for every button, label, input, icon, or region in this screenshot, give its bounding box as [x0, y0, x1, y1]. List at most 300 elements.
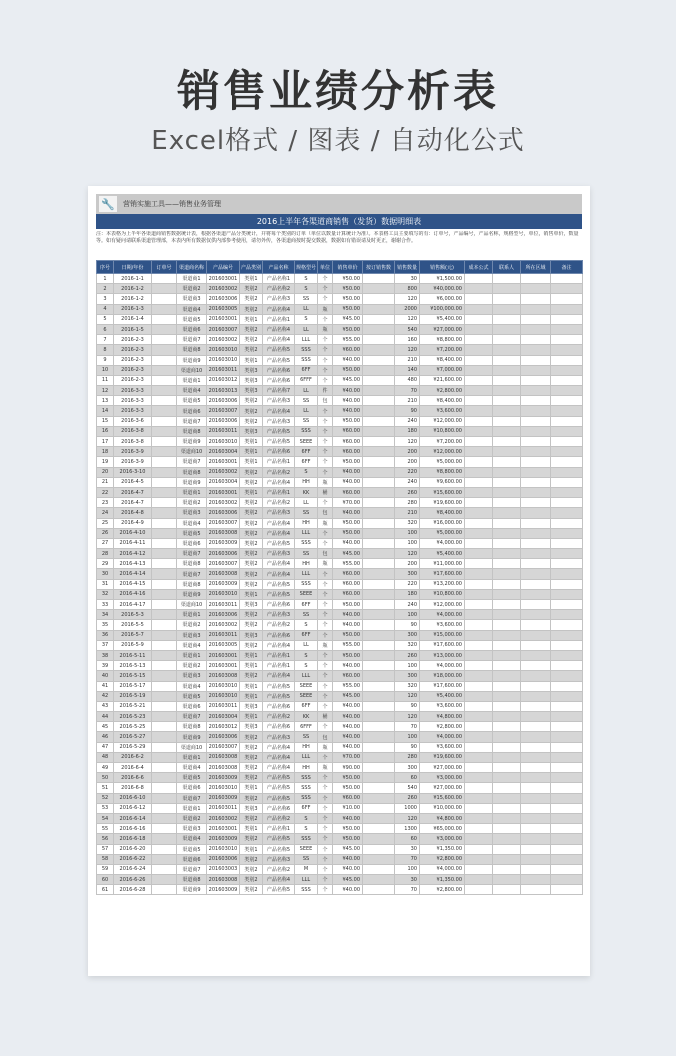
- table-cell[interactable]: ¥70.00: [333, 752, 363, 762]
- table-cell[interactable]: SSS: [295, 355, 318, 365]
- table-cell[interactable]: 2016-5-15: [114, 671, 152, 681]
- table-cell[interactable]: 渠道商2: [177, 661, 207, 671]
- table-cell[interactable]: [551, 630, 583, 640]
- table-cell[interactable]: 产品名称5: [263, 773, 295, 783]
- table-cell[interactable]: [363, 447, 395, 457]
- table-cell[interactable]: 产品名称3: [263, 610, 295, 620]
- table-cell[interactable]: 类别3: [240, 375, 263, 385]
- column-header[interactable]: 备注: [551, 261, 583, 274]
- table-cell[interactable]: 产品名称2: [263, 467, 295, 477]
- table-cell[interactable]: ¥19,600.00: [420, 752, 465, 762]
- table-cell[interactable]: [152, 274, 177, 284]
- table-cell[interactable]: 产品名称6: [263, 365, 295, 375]
- table-cell[interactable]: 渠道商6: [177, 701, 207, 711]
- table-cell[interactable]: 280: [395, 498, 420, 508]
- table-cell[interactable]: 240: [395, 477, 420, 487]
- table-cell[interactable]: [493, 294, 521, 304]
- table-cell[interactable]: 201603006: [207, 416, 240, 426]
- table-cell[interactable]: 2016-1-5: [114, 324, 152, 334]
- table-cell[interactable]: [521, 538, 551, 548]
- table-cell[interactable]: [465, 661, 493, 671]
- table-cell[interactable]: [521, 569, 551, 579]
- table-cell[interactable]: [521, 701, 551, 711]
- table-cell[interactable]: ¥1,350.00: [420, 844, 465, 854]
- table-cell[interactable]: ¥3,600.00: [420, 701, 465, 711]
- table-cell[interactable]: 瓶: [318, 559, 333, 569]
- table-cell[interactable]: [363, 671, 395, 681]
- table-cell[interactable]: 个: [318, 610, 333, 620]
- table-cell[interactable]: [551, 650, 583, 660]
- table-cell[interactable]: ¥4,000.00: [420, 732, 465, 742]
- table-cell[interactable]: 产品名称3: [263, 854, 295, 864]
- table-cell[interactable]: 201603005: [207, 304, 240, 314]
- table-cell[interactable]: 2016-4-5: [114, 477, 152, 487]
- table-cell[interactable]: [363, 569, 395, 579]
- table-cell[interactable]: 201603010: [207, 355, 240, 365]
- table-cell[interactable]: 个: [318, 416, 333, 426]
- table-cell[interactable]: 43: [97, 701, 114, 711]
- table-cell[interactable]: [521, 467, 551, 477]
- table-cell[interactable]: [465, 294, 493, 304]
- table-cell[interactable]: ¥2,800.00: [420, 386, 465, 396]
- table-cell[interactable]: 58: [97, 854, 114, 864]
- table-cell[interactable]: [465, 365, 493, 375]
- table-cell[interactable]: [551, 783, 583, 793]
- table-cell[interactable]: 2016-5-5: [114, 620, 152, 630]
- table-cell[interactable]: 51: [97, 783, 114, 793]
- table-cell[interactable]: 类别2: [240, 793, 263, 803]
- column-header[interactable]: 销售数量: [395, 261, 420, 274]
- column-header[interactable]: 销售额(元): [420, 261, 465, 274]
- table-cell[interactable]: 100: [395, 732, 420, 742]
- table-cell[interactable]: [152, 600, 177, 610]
- table-cell[interactable]: M: [295, 864, 318, 874]
- table-cell[interactable]: ¥45.00: [333, 691, 363, 701]
- table-cell[interactable]: [521, 691, 551, 701]
- table-cell[interactable]: 70: [395, 722, 420, 732]
- table-cell[interactable]: 2016-4-8: [114, 508, 152, 518]
- table-cell[interactable]: 瓶: [318, 304, 333, 314]
- table-cell[interactable]: 2016-3-3: [114, 406, 152, 416]
- table-cell[interactable]: [152, 365, 177, 375]
- table-cell[interactable]: [363, 640, 395, 650]
- table-cell[interactable]: [465, 854, 493, 864]
- table-cell[interactable]: [465, 467, 493, 477]
- table-cell[interactable]: 201603001: [207, 487, 240, 497]
- table-cell[interactable]: ¥9,600.00: [420, 477, 465, 487]
- table-cell[interactable]: 201603012: [207, 722, 240, 732]
- table-cell[interactable]: 201603011: [207, 630, 240, 640]
- table-cell[interactable]: HH: [295, 742, 318, 752]
- table-cell[interactable]: 29: [97, 559, 114, 569]
- table-cell[interactable]: [363, 579, 395, 589]
- table-cell[interactable]: [551, 722, 583, 732]
- table-cell[interactable]: 6FF: [295, 600, 318, 610]
- table-cell[interactable]: 2016-5-17: [114, 681, 152, 691]
- table-cell[interactable]: [465, 803, 493, 813]
- table-cell[interactable]: 产品名称5: [263, 426, 295, 436]
- table-cell[interactable]: [493, 875, 521, 885]
- table-cell[interactable]: SEEE: [295, 844, 318, 854]
- table-cell[interactable]: S: [295, 813, 318, 823]
- table-cell[interactable]: 53: [97, 803, 114, 813]
- table-cell[interactable]: LLL: [295, 569, 318, 579]
- table-cell[interactable]: [521, 620, 551, 630]
- table-cell[interactable]: [152, 620, 177, 630]
- table-cell[interactable]: 类别2: [240, 304, 263, 314]
- table-cell[interactable]: 产品名称1: [263, 274, 295, 284]
- table-cell[interactable]: 渠道商4: [177, 386, 207, 396]
- table-cell[interactable]: [493, 538, 521, 548]
- table-cell[interactable]: 16: [97, 426, 114, 436]
- table-cell[interactable]: 产品名称3: [263, 549, 295, 559]
- table-cell[interactable]: 渠道商3: [177, 508, 207, 518]
- table-cell[interactable]: [551, 538, 583, 548]
- table-cell[interactable]: [465, 355, 493, 365]
- table-cell[interactable]: 渠道商4: [177, 834, 207, 844]
- table-cell[interactable]: 类别3: [240, 365, 263, 375]
- table-cell[interactable]: 个: [318, 620, 333, 630]
- column-header[interactable]: 销售单价: [333, 261, 363, 274]
- table-cell[interactable]: 类别1: [240, 824, 263, 834]
- table-cell[interactable]: 34: [97, 610, 114, 620]
- table-cell[interactable]: 类别2: [240, 559, 263, 569]
- table-cell[interactable]: [521, 763, 551, 773]
- table-cell[interactable]: SEEE: [295, 437, 318, 447]
- table-cell[interactable]: [363, 284, 395, 294]
- table-cell[interactable]: 类别1: [240, 487, 263, 497]
- table-cell[interactable]: LLL: [295, 875, 318, 885]
- table-cell[interactable]: 渠道商8: [177, 467, 207, 477]
- table-cell[interactable]: 201603011: [207, 701, 240, 711]
- table-cell[interactable]: [152, 396, 177, 406]
- table-cell[interactable]: 瓶: [318, 477, 333, 487]
- table-cell[interactable]: ¥5,400.00: [420, 691, 465, 701]
- table-cell[interactable]: [551, 793, 583, 803]
- table-cell[interactable]: [493, 671, 521, 681]
- table-cell[interactable]: 产品名称4: [263, 752, 295, 762]
- table-cell[interactable]: 201603002: [207, 284, 240, 294]
- table-cell[interactable]: 个: [318, 589, 333, 599]
- table-cell[interactable]: [551, 752, 583, 762]
- table-cell[interactable]: 201603006: [207, 294, 240, 304]
- table-cell[interactable]: [152, 844, 177, 854]
- table-cell[interactable]: 个: [318, 824, 333, 834]
- table-cell[interactable]: 产品名称5: [263, 834, 295, 844]
- table-cell[interactable]: 45: [97, 722, 114, 732]
- table-cell[interactable]: 产品名称4: [263, 671, 295, 681]
- table-cell[interactable]: 31: [97, 579, 114, 589]
- table-cell[interactable]: [493, 803, 521, 813]
- table-cell[interactable]: 类别1: [240, 661, 263, 671]
- table-cell[interactable]: 201603009: [207, 538, 240, 548]
- table-cell[interactable]: 540: [395, 783, 420, 793]
- table-cell[interactable]: 产品名称1: [263, 487, 295, 497]
- table-cell[interactable]: [465, 783, 493, 793]
- table-cell[interactable]: 个: [318, 569, 333, 579]
- table-cell[interactable]: [493, 793, 521, 803]
- table-cell[interactable]: ¥27,000.00: [420, 324, 465, 334]
- table-cell[interactable]: 类别2: [240, 335, 263, 345]
- table-cell[interactable]: [551, 274, 583, 284]
- table-cell[interactable]: 300: [395, 763, 420, 773]
- table-cell[interactable]: 渠道商1: [177, 274, 207, 284]
- table-cell[interactable]: [152, 630, 177, 640]
- table-cell[interactable]: ¥1,500.00: [420, 274, 465, 284]
- table-cell[interactable]: [551, 763, 583, 773]
- table-cell[interactable]: 2016-4-14: [114, 569, 152, 579]
- table-cell[interactable]: ¥10,000.00: [420, 803, 465, 813]
- table-cell[interactable]: [493, 559, 521, 569]
- table-cell[interactable]: ¥7,200.00: [420, 437, 465, 447]
- table-cell[interactable]: 13: [97, 396, 114, 406]
- table-cell[interactable]: [363, 589, 395, 599]
- table-cell[interactable]: 渠道商1: [177, 487, 207, 497]
- table-cell[interactable]: ¥60.00: [333, 487, 363, 497]
- table-cell[interactable]: [551, 396, 583, 406]
- column-header[interactable]: 联系人: [493, 261, 521, 274]
- table-cell[interactable]: 201603012: [207, 375, 240, 385]
- table-cell[interactable]: 产品名称5: [263, 355, 295, 365]
- table-cell[interactable]: 201603001: [207, 650, 240, 660]
- table-cell[interactable]: 201603010: [207, 437, 240, 447]
- table-cell[interactable]: ¥60.00: [333, 569, 363, 579]
- table-cell[interactable]: [363, 528, 395, 538]
- table-cell[interactable]: 类别2: [240, 569, 263, 579]
- table-cell[interactable]: ¥55.00: [333, 335, 363, 345]
- table-cell[interactable]: 类别2: [240, 620, 263, 630]
- table-cell[interactable]: [152, 763, 177, 773]
- table-cell[interactable]: 渠道商8: [177, 426, 207, 436]
- table-cell[interactable]: 480: [395, 375, 420, 385]
- table-cell[interactable]: 201603011: [207, 426, 240, 436]
- table-cell[interactable]: [493, 274, 521, 284]
- table-cell[interactable]: [493, 477, 521, 487]
- table-cell[interactable]: [152, 752, 177, 762]
- table-cell[interactable]: 6: [97, 324, 114, 334]
- table-cell[interactable]: 渠道商6: [177, 783, 207, 793]
- table-cell[interactable]: [551, 640, 583, 650]
- table-cell[interactable]: 39: [97, 661, 114, 671]
- table-cell[interactable]: 201603001: [207, 274, 240, 284]
- table-cell[interactable]: ¥7,200.00: [420, 345, 465, 355]
- table-cell[interactable]: [465, 681, 493, 691]
- table-cell[interactable]: 12: [97, 386, 114, 396]
- table-cell[interactable]: ¥11,000.00: [420, 559, 465, 569]
- table-cell[interactable]: [493, 314, 521, 324]
- table-cell[interactable]: 2016-3-8: [114, 437, 152, 447]
- column-header[interactable]: 规格型号: [295, 261, 318, 274]
- table-cell[interactable]: [363, 661, 395, 671]
- table-cell[interactable]: [465, 824, 493, 834]
- table-cell[interactable]: ¥40.00: [333, 742, 363, 752]
- table-cell[interactable]: ¥45.00: [333, 314, 363, 324]
- table-cell[interactable]: ¥21,600.00: [420, 375, 465, 385]
- table-cell[interactable]: 类别3: [240, 386, 263, 396]
- table-cell[interactable]: ¥45.00: [333, 844, 363, 854]
- table-cell[interactable]: 个: [318, 345, 333, 355]
- table-cell[interactable]: [363, 375, 395, 385]
- table-cell[interactable]: [363, 467, 395, 477]
- table-cell[interactable]: 产品名称2: [263, 498, 295, 508]
- table-cell[interactable]: 渠道商10: [177, 365, 207, 375]
- table-cell[interactable]: 个: [318, 701, 333, 711]
- table-cell[interactable]: SS: [295, 549, 318, 559]
- table-cell[interactable]: [465, 732, 493, 742]
- table-cell[interactable]: [465, 284, 493, 294]
- table-cell[interactable]: 56: [97, 834, 114, 844]
- table-cell[interactable]: SS: [295, 732, 318, 742]
- table-cell[interactable]: [493, 630, 521, 640]
- table-cell[interactable]: HH: [295, 518, 318, 528]
- table-cell[interactable]: 260: [395, 487, 420, 497]
- table-cell[interactable]: [521, 314, 551, 324]
- table-cell[interactable]: 2016-4-9: [114, 518, 152, 528]
- table-cell[interactable]: [152, 589, 177, 599]
- table-cell[interactable]: [551, 803, 583, 813]
- table-cell[interactable]: [363, 294, 395, 304]
- table-cell[interactable]: 类别3: [240, 803, 263, 813]
- table-cell[interactable]: 个: [318, 447, 333, 457]
- table-cell[interactable]: 2016-4-7: [114, 498, 152, 508]
- table-cell[interactable]: ¥50.00: [333, 528, 363, 538]
- table-cell[interactable]: 产品名称5: [263, 681, 295, 691]
- table-cell[interactable]: 2016-2-3: [114, 355, 152, 365]
- table-cell[interactable]: ¥90.00: [333, 763, 363, 773]
- table-cell[interactable]: 产品名称2: [263, 284, 295, 294]
- table-cell[interactable]: ¥60.00: [333, 579, 363, 589]
- table-cell[interactable]: [152, 559, 177, 569]
- table-cell[interactable]: [521, 426, 551, 436]
- table-cell[interactable]: LL: [295, 386, 318, 396]
- table-cell[interactable]: 3: [97, 294, 114, 304]
- table-cell[interactable]: [493, 457, 521, 467]
- column-header[interactable]: 渠道商名称: [177, 261, 207, 274]
- table-cell[interactable]: 2016-5-3: [114, 610, 152, 620]
- table-cell[interactable]: ¥50.00: [333, 824, 363, 834]
- table-cell[interactable]: 201603002: [207, 467, 240, 477]
- table-cell[interactable]: [465, 630, 493, 640]
- table-cell[interactable]: 个: [318, 854, 333, 864]
- table-cell[interactable]: [493, 284, 521, 294]
- table-cell[interactable]: [152, 783, 177, 793]
- table-cell[interactable]: 产品名称5: [263, 885, 295, 895]
- table-cell[interactable]: 201603008: [207, 528, 240, 538]
- table-cell[interactable]: [551, 712, 583, 722]
- table-cell[interactable]: 6FF: [295, 365, 318, 375]
- table-cell[interactable]: [493, 620, 521, 630]
- table-cell[interactable]: ¥5,000.00: [420, 528, 465, 538]
- table-cell[interactable]: ¥60.00: [333, 589, 363, 599]
- table-cell[interactable]: 件: [318, 386, 333, 396]
- table-cell[interactable]: [465, 589, 493, 599]
- table-cell[interactable]: [363, 763, 395, 773]
- table-cell[interactable]: ¥10.00: [333, 803, 363, 813]
- table-cell[interactable]: [493, 732, 521, 742]
- table-cell[interactable]: [363, 834, 395, 844]
- table-cell[interactable]: 包: [318, 549, 333, 559]
- table-cell[interactable]: 个: [318, 274, 333, 284]
- table-cell[interactable]: SS: [295, 508, 318, 518]
- table-cell[interactable]: [363, 314, 395, 324]
- table-cell[interactable]: 180: [395, 426, 420, 436]
- table-cell[interactable]: [465, 528, 493, 538]
- table-cell[interactable]: ¥40.00: [333, 538, 363, 548]
- table-cell[interactable]: [363, 712, 395, 722]
- table-cell[interactable]: [363, 620, 395, 630]
- table-cell[interactable]: [521, 335, 551, 345]
- table-cell[interactable]: [465, 477, 493, 487]
- table-cell[interactable]: ¥50.00: [333, 294, 363, 304]
- table-cell[interactable]: 产品名称5: [263, 783, 295, 793]
- table-cell[interactable]: 渠道商8: [177, 559, 207, 569]
- table-cell[interactable]: 产品名称1: [263, 824, 295, 834]
- table-cell[interactable]: SSS: [295, 345, 318, 355]
- table-cell[interactable]: 渠道商1: [177, 752, 207, 762]
- table-cell[interactable]: 个: [318, 426, 333, 436]
- table-cell[interactable]: 个: [318, 579, 333, 589]
- table-cell[interactable]: 6FFF: [295, 722, 318, 732]
- table-cell[interactable]: 个: [318, 875, 333, 885]
- table-cell[interactable]: [551, 661, 583, 671]
- column-header[interactable]: 成本公式: [465, 261, 493, 274]
- table-cell[interactable]: ¥16,000.00: [420, 518, 465, 528]
- table-cell[interactable]: 41: [97, 681, 114, 691]
- table-cell[interactable]: [551, 834, 583, 844]
- table-cell[interactable]: 产品名称6: [263, 600, 295, 610]
- table-cell[interactable]: [521, 386, 551, 396]
- table-cell[interactable]: 11: [97, 375, 114, 385]
- table-cell[interactable]: ¥12,000.00: [420, 600, 465, 610]
- table-cell[interactable]: 200: [395, 559, 420, 569]
- table-cell[interactable]: 201603003: [207, 864, 240, 874]
- table-cell[interactable]: 240: [395, 416, 420, 426]
- table-cell[interactable]: ¥19,600.00: [420, 498, 465, 508]
- table-cell[interactable]: 2016-4-15: [114, 579, 152, 589]
- table-cell[interactable]: 产品名称4: [263, 324, 295, 334]
- table-cell[interactable]: 产品名称6: [263, 375, 295, 385]
- table-cell[interactable]: 类别1: [240, 712, 263, 722]
- table-cell[interactable]: [363, 487, 395, 497]
- column-header[interactable]: 序号: [97, 261, 114, 274]
- table-cell[interactable]: [152, 691, 177, 701]
- table-cell[interactable]: SS: [295, 396, 318, 406]
- table-cell[interactable]: 2016-6-18: [114, 834, 152, 844]
- table-cell[interactable]: 2016-4-7: [114, 487, 152, 497]
- table-cell[interactable]: 类别1: [240, 314, 263, 324]
- table-cell[interactable]: [493, 416, 521, 426]
- table-cell[interactable]: 个: [318, 630, 333, 640]
- table-cell[interactable]: 201603007: [207, 559, 240, 569]
- table-cell[interactable]: [363, 549, 395, 559]
- table-cell[interactable]: [363, 793, 395, 803]
- table-cell[interactable]: [152, 661, 177, 671]
- table-cell[interactable]: ¥3,600.00: [420, 620, 465, 630]
- table-cell[interactable]: 个: [318, 783, 333, 793]
- table-cell[interactable]: [521, 813, 551, 823]
- table-cell[interactable]: [521, 416, 551, 426]
- table-cell[interactable]: [465, 437, 493, 447]
- table-cell[interactable]: ¥50.00: [333, 284, 363, 294]
- table-cell[interactable]: 渠道商3: [177, 671, 207, 681]
- table-cell[interactable]: 桶: [318, 712, 333, 722]
- table-cell[interactable]: 渠道商1: [177, 610, 207, 620]
- table-cell[interactable]: 渠道商8: [177, 579, 207, 589]
- table-cell[interactable]: [152, 793, 177, 803]
- table-cell[interactable]: [465, 396, 493, 406]
- table-cell[interactable]: [521, 834, 551, 844]
- table-cell[interactable]: [493, 854, 521, 864]
